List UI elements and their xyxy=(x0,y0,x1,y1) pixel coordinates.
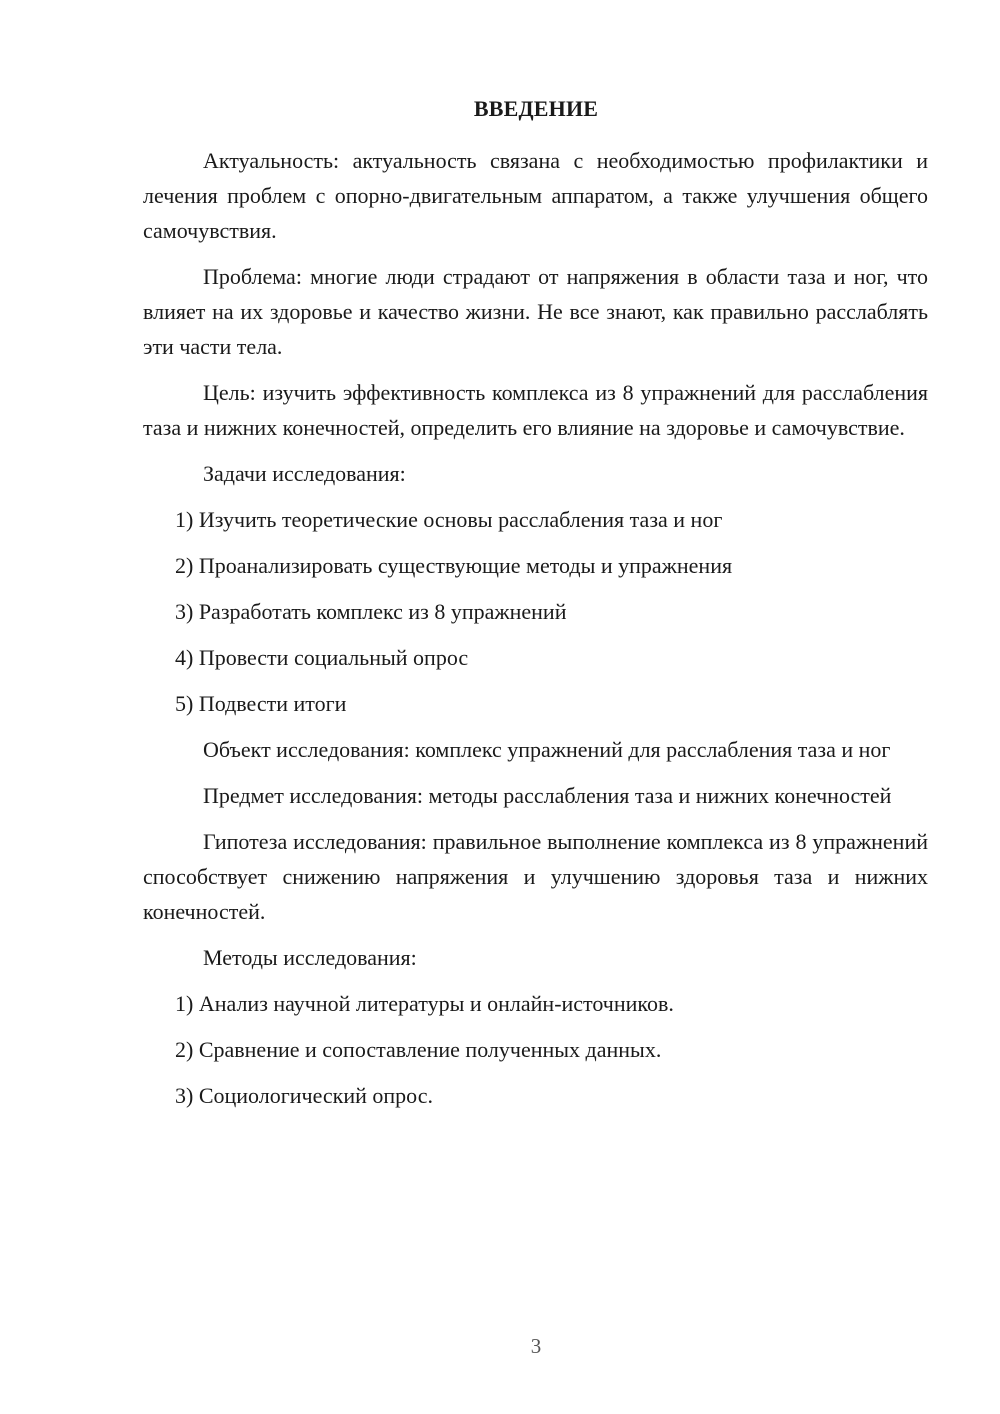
task-item: 4) Провести социальный опрос xyxy=(175,645,469,670)
paragraph-subject: Предмет исследования: методы расслабления таза и нижних конечностей xyxy=(203,783,892,808)
method-item: 3) Социологический опрос. xyxy=(175,1083,433,1108)
paragraph-hypothesis: Гипотеза исследования: правильное выполнение комплекса из 8 упражнений способствует снижению напряжения и улучшению здоровья таза и нижних конечностей. xyxy=(143,829,928,924)
task-item: 3) Разработать комплекс из 8 упражнений xyxy=(175,599,567,624)
tasks-heading: Задачи исследования: xyxy=(203,461,406,486)
task-item: 5) Подвести итоги xyxy=(175,691,347,716)
task-item: 1) Изучить теоретические основы расслабления таза и ног xyxy=(175,507,723,532)
method-item: 2) Сравнение и сопоставление полученных данных. xyxy=(175,1037,662,1062)
paragraph-goal: Цель: изучить эффективность комплекса из 8 упражнений для расслабления таза и нижних конечностей, определить его влияние на здоровье и самочувствие. xyxy=(143,380,928,440)
paragraph-problem: Проблема: многие люди страдают от напряжения в области таза и ног, что влияет на их здоровье и качество жизни. Не все знают, как правильно расслаблять эти части тела. xyxy=(143,264,928,359)
page-title: ВВЕДЕНИЕ xyxy=(473,96,599,121)
method-item: 1) Анализ научной литературы и онлайн-источников. xyxy=(175,991,674,1016)
paragraph-relevance: Актуальность: актуальность связана с необходимостью профилактики и лечения проблем с опорно-двигательным аппаратом, а также улучшения общего самочувствия. xyxy=(143,148,928,243)
page-number: 3 xyxy=(530,1334,542,1358)
paragraph-object: Объект исследования: комплекс упражнений для расслабления таза и ног xyxy=(203,737,891,762)
page-body xyxy=(143,143,928,1124)
methods-heading: Методы исследования: xyxy=(203,945,417,970)
task-item: 2) Проанализировать существующие методы и упражнения xyxy=(175,553,733,578)
